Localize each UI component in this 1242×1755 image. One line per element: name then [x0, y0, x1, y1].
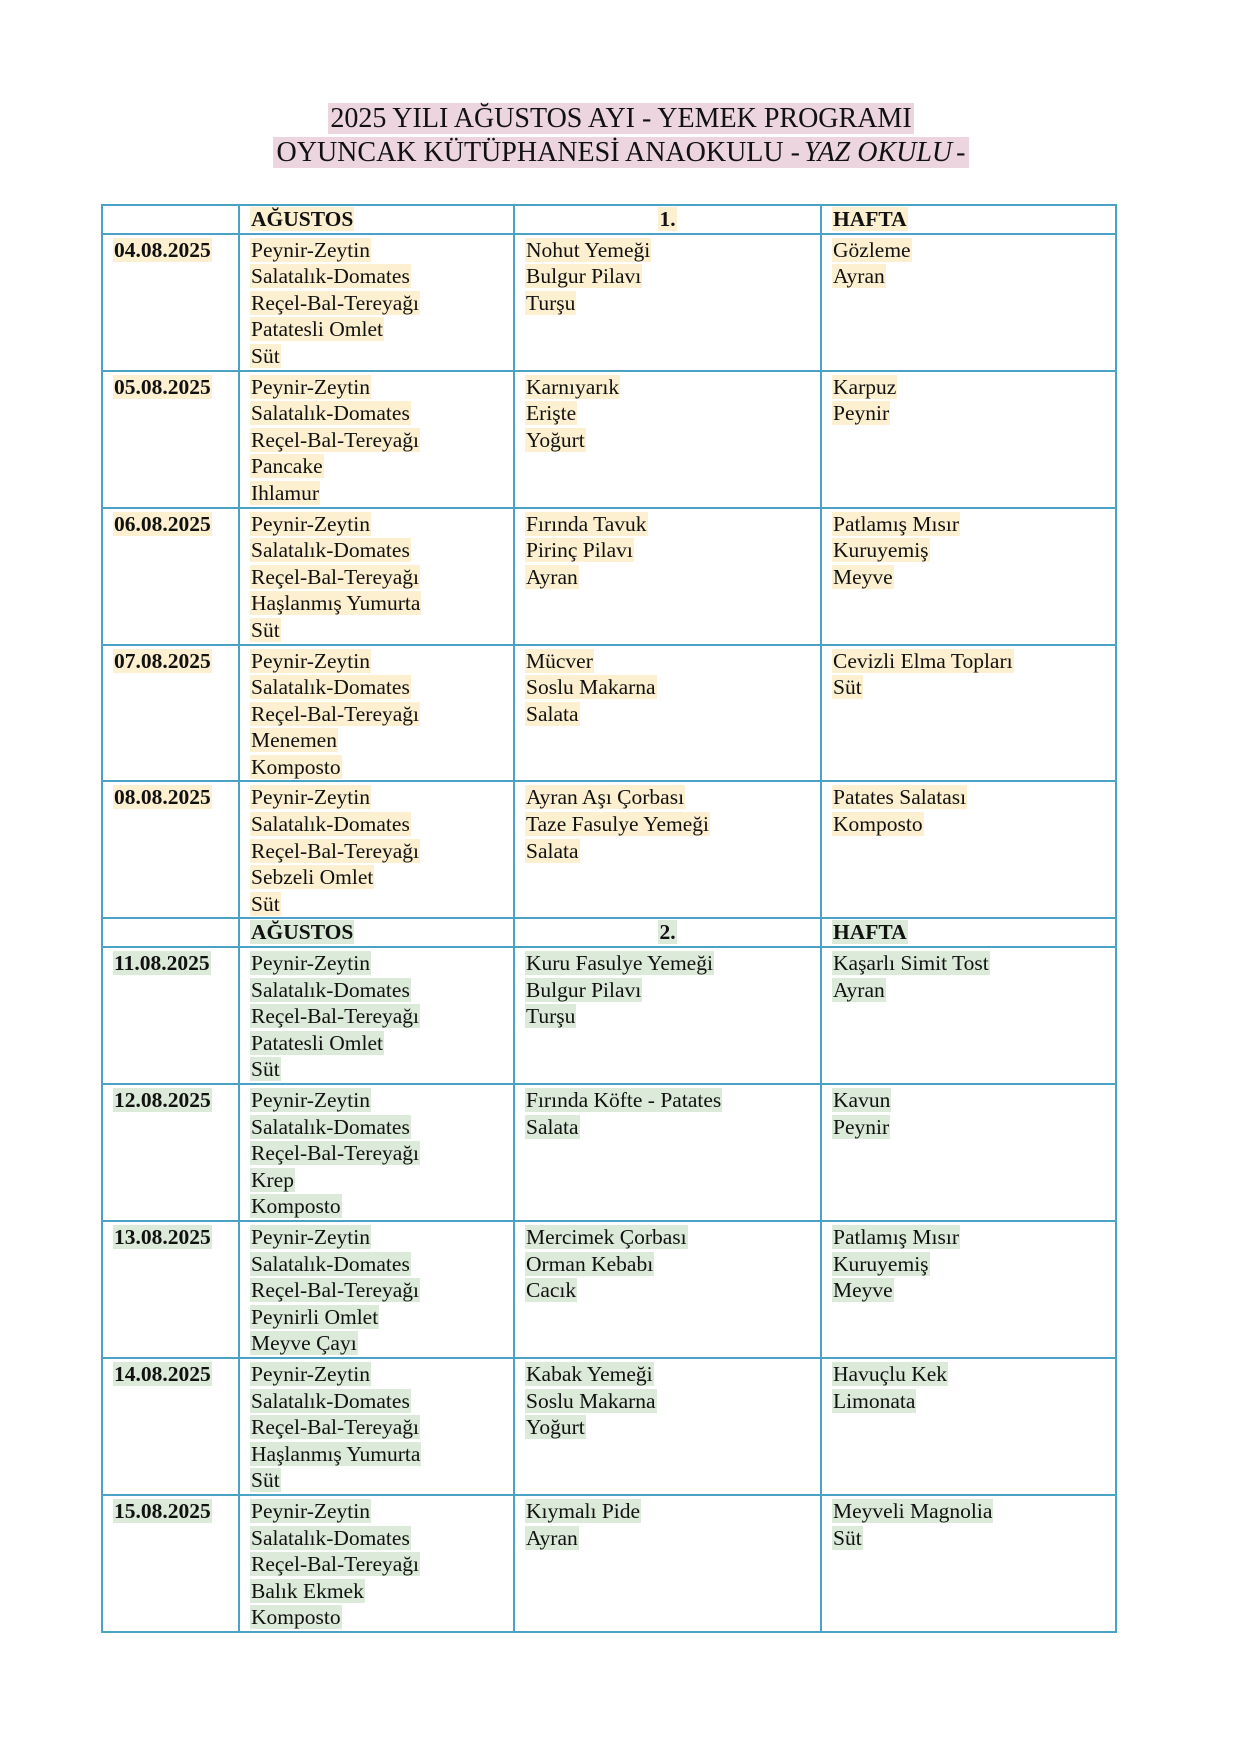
breakfast-item: [250, 1525, 503, 1552]
breakfast-item-text: Reçel-Bal-Tereyağı: [251, 1278, 420, 1303]
date-label: 05.08.2025: [114, 374, 211, 399]
lunch-item-text: Mercimek Çorbası: [526, 1224, 687, 1249]
snack-item-text: Meyve: [833, 1278, 893, 1303]
lunch-cell: [514, 1221, 821, 1358]
date-cell: [102, 1084, 239, 1221]
breakfast-item: [250, 1114, 503, 1141]
date-cell: [102, 234, 239, 371]
breakfast-item-text: Salatalık-Domates: [251, 812, 410, 837]
breakfast-item: [250, 838, 503, 865]
lunch-item: [525, 564, 810, 591]
date-label: 12.08.2025: [114, 1088, 211, 1112]
breakfast-item: [250, 1361, 503, 1388]
breakfast-item-text: Peynir-Zeytin: [251, 648, 370, 673]
breakfast-item: [250, 1087, 503, 1114]
week-header-row: [102, 205, 1116, 234]
week-header-month: [239, 918, 514, 947]
lunch-item: [525, 1388, 810, 1415]
snack-cell: [821, 781, 1116, 918]
breakfast-cell: [239, 645, 514, 782]
breakfast-item: [250, 400, 503, 427]
date-cell: [102, 371, 239, 508]
breakfast-item: [250, 511, 503, 538]
breakfast-item-text: Salatalık-Domates: [251, 401, 410, 426]
breakfast-item: [250, 1003, 503, 1030]
lunch-cell: [514, 371, 821, 508]
snack-item-text: Kaşarlı Simit Tost: [833, 951, 989, 976]
table-row: [102, 1495, 1116, 1632]
table-row: [102, 1084, 1116, 1221]
snack-item: [832, 564, 1105, 591]
snack-item-text: Patates Salatası: [833, 785, 967, 810]
breakfast-item: [250, 1467, 503, 1494]
week-header-label: [821, 205, 1116, 234]
breakfast-item: [250, 1498, 503, 1525]
breakfast-item: [250, 811, 503, 838]
lunch-item: [525, 1525, 810, 1552]
breakfast-item-text: Menemen: [251, 728, 337, 753]
breakfast-item: [250, 480, 503, 507]
lunch-item-text: Kıymalı Pide: [526, 1498, 641, 1523]
lunch-item: [525, 838, 810, 865]
week-header-number: [514, 918, 821, 947]
week-header-empty: [102, 205, 239, 234]
breakfast-item-text: Süt: [251, 617, 280, 642]
snack-item-text: Gözleme: [833, 237, 911, 262]
date-label: 14.08.2025: [114, 1361, 211, 1386]
breakfast-cell: [239, 947, 514, 1084]
lunch-item: [525, 1277, 810, 1304]
snack-item: [832, 374, 1105, 401]
snack-item-text: Patlamış Mısır: [833, 511, 960, 536]
snack-cell: [821, 1495, 1116, 1632]
breakfast-item: [250, 1304, 503, 1331]
date-label: 15.08.2025: [114, 1498, 211, 1523]
snack-item: [832, 1525, 1105, 1552]
lunch-item: [525, 674, 810, 701]
lunch-item: [525, 1414, 810, 1441]
week-month-label: AĞUSTOS: [251, 920, 354, 945]
snack-item: [832, 674, 1105, 701]
lunch-item-text: Nohut Yemeği: [526, 237, 651, 262]
breakfast-item-text: Patatesli Omlet: [251, 317, 383, 342]
breakfast-item-text: Reçel-Bal-Tereyağı: [251, 564, 420, 589]
lunch-cell: [514, 508, 821, 645]
breakfast-item: [250, 864, 503, 891]
date-cell: [102, 1221, 239, 1358]
date-label: 11.08.2025: [114, 951, 210, 976]
lunch-cell: [514, 947, 821, 1084]
breakfast-cell: [239, 1084, 514, 1221]
table-row: [102, 371, 1116, 508]
snack-item: [832, 1251, 1105, 1278]
snack-item-text: Kuruyemiş: [833, 1251, 929, 1276]
title-line-2-suffix: -: [956, 137, 966, 168]
breakfast-item: [250, 1578, 503, 1605]
lunch-item-text: Taze Fasulye Yemeği: [526, 812, 710, 837]
breakfast-item: [250, 537, 503, 564]
breakfast-item-text: Komposto: [251, 1194, 341, 1219]
lunch-item-text: Ayran Aşı Çorbası: [526, 785, 685, 810]
lunch-item: [525, 811, 810, 838]
lunch-item: [525, 1361, 810, 1388]
snack-item: [832, 811, 1105, 838]
breakfast-cell: [239, 234, 514, 371]
snack-item: [832, 950, 1105, 977]
breakfast-item: [250, 316, 503, 343]
week-header-month: [239, 205, 514, 234]
breakfast-item: [250, 374, 503, 401]
snack-item: [832, 263, 1105, 290]
lunch-item: [525, 1224, 810, 1251]
snack-cell: [821, 1221, 1116, 1358]
breakfast-item: [250, 1056, 503, 1083]
breakfast-item-text: Süt: [251, 891, 280, 916]
breakfast-item: [250, 564, 503, 591]
breakfast-item-text: Peynirli Omlet: [251, 1304, 379, 1329]
lunch-item: [525, 648, 810, 675]
snack-item-text: Kavun: [833, 1088, 891, 1112]
breakfast-item-text: Reçel-Bal-Tereyağı: [251, 1004, 420, 1029]
breakfast-item-text: Peynir-Zeytin: [251, 1224, 370, 1249]
breakfast-item: [250, 427, 503, 454]
lunch-item-text: Erişte: [526, 401, 577, 426]
snack-item: [832, 1361, 1105, 1388]
snack-item-text: Kuruyemiş: [833, 538, 929, 563]
breakfast-item: [250, 343, 503, 370]
breakfast-item-text: Salatalık-Domates: [251, 1114, 410, 1139]
snack-item-text: Peynir: [833, 1114, 890, 1139]
table-row: [102, 781, 1116, 918]
snack-item-text: Komposto: [833, 812, 923, 837]
lunch-item-text: Soslu Makarna: [526, 675, 656, 700]
snack-item-text: Peynir: [833, 401, 890, 426]
snack-item-text: Süt: [833, 1525, 862, 1550]
breakfast-item-text: Salatalık-Domates: [251, 977, 410, 1002]
breakfast-item-text: Reçel-Bal-Tereyağı: [251, 1141, 420, 1166]
snack-item-text: Patlamış Mısır: [833, 1224, 960, 1249]
snack-item-text: Limonata: [833, 1388, 916, 1413]
lunch-item-text: Mücver: [526, 648, 593, 673]
snack-item-text: Meyve: [833, 564, 893, 589]
breakfast-item: [250, 784, 503, 811]
breakfast-item: [250, 754, 503, 781]
date-label: 07.08.2025: [114, 648, 211, 673]
snack-item: [832, 237, 1105, 264]
breakfast-item: [250, 674, 503, 701]
title-line-2-italic: YAZ OKULU: [803, 137, 953, 168]
breakfast-item: [250, 1277, 503, 1304]
menu-table: [101, 204, 1117, 1633]
breakfast-item: [250, 1330, 503, 1357]
breakfast-item: [250, 590, 503, 617]
breakfast-item-text: Peynir-Zeytin: [251, 237, 370, 262]
lunch-item: [525, 1087, 810, 1114]
breakfast-item-text: Haşlanmış Yumurta: [251, 1441, 421, 1466]
snack-cell: [821, 508, 1116, 645]
breakfast-item-text: Süt: [251, 1057, 280, 1082]
breakfast-item-text: Krep: [251, 1167, 294, 1192]
breakfast-item: [250, 977, 503, 1004]
breakfast-cell: [239, 1358, 514, 1495]
week-number-label: 1.: [659, 207, 676, 231]
lunch-item-text: Orman Kebabı: [526, 1251, 654, 1276]
lunch-item: [525, 511, 810, 538]
snack-item: [832, 1224, 1105, 1251]
breakfast-item-text: Salatalık-Domates: [251, 264, 410, 289]
breakfast-item: [250, 1388, 503, 1415]
date-label: 04.08.2025: [114, 237, 211, 262]
week-header-label: [821, 918, 1116, 947]
breakfast-item-text: Patatesli Omlet: [251, 1030, 383, 1055]
breakfast-item-text: Balık Ekmek: [251, 1578, 364, 1603]
lunch-cell: [514, 1084, 821, 1221]
breakfast-item: [250, 1224, 503, 1251]
week-hafta-label: HAFTA: [833, 920, 907, 945]
lunch-item: [525, 1114, 810, 1141]
table-row: [102, 508, 1116, 645]
snack-item: [832, 1114, 1105, 1141]
breakfast-item: [250, 950, 503, 977]
snack-item: [832, 977, 1105, 1004]
breakfast-item-text: Reçel-Bal-Tereyağı: [251, 1552, 420, 1577]
breakfast-item-text: Salatalık-Domates: [251, 1388, 410, 1413]
lunch-item: [525, 537, 810, 564]
snack-item-text: Ayran: [833, 977, 885, 1002]
date-cell: [102, 1358, 239, 1495]
lunch-item-text: Karnıyarık: [526, 374, 620, 399]
lunch-item: [525, 400, 810, 427]
breakfast-item-text: Peynir-Zeytin: [251, 511, 370, 536]
lunch-item: [525, 237, 810, 264]
lunch-item: [525, 1003, 810, 1030]
date-cell: [102, 1495, 239, 1632]
breakfast-item: [250, 237, 503, 264]
breakfast-item-text: Süt: [251, 1468, 280, 1493]
breakfast-item: [250, 1604, 503, 1631]
breakfast-item-text: Peynir-Zeytin: [251, 951, 370, 976]
title-line-2-prefix: OYUNCAK KÜTÜPHANESİ ANAOKULU -: [276, 137, 800, 168]
snack-item: [832, 1087, 1105, 1114]
table-row: [102, 1221, 1116, 1358]
snack-item-text: Ayran: [833, 264, 885, 289]
lunch-item-text: Soslu Makarna: [526, 1388, 656, 1413]
breakfast-cell: [239, 781, 514, 918]
breakfast-item-text: Komposto: [251, 754, 341, 779]
lunch-item-text: Yoğurt: [526, 1415, 585, 1440]
lunch-item-text: Salata: [526, 1114, 579, 1139]
lunch-item: [525, 701, 810, 728]
snack-cell: [821, 947, 1116, 1084]
snack-item: [832, 1388, 1105, 1415]
lunch-cell: [514, 1358, 821, 1495]
table-row: [102, 645, 1116, 782]
snack-item-text: Meyveli Magnolia: [833, 1498, 993, 1523]
breakfast-item-text: Reçel-Bal-Tereyağı: [251, 701, 420, 726]
week-header-number: [514, 205, 821, 234]
snack-cell: [821, 371, 1116, 508]
breakfast-item-text: Peynir-Zeytin: [251, 1498, 370, 1523]
date-cell: [102, 781, 239, 918]
snack-item: [832, 648, 1105, 675]
lunch-item: [525, 374, 810, 401]
breakfast-item-text: Salatalık-Domates: [251, 675, 410, 700]
lunch-item-text: Bulgur Pilavı: [526, 977, 642, 1002]
breakfast-item-text: Peynir-Zeytin: [251, 374, 370, 399]
lunch-item: [525, 290, 810, 317]
snack-item-text: Cevizli Elma Topları: [833, 648, 1013, 673]
breakfast-item-text: Reçel-Bal-Tereyağı: [251, 290, 420, 315]
snack-cell: [821, 645, 1116, 782]
snack-item-text: Karpuz: [833, 374, 897, 399]
lunch-item: [525, 1498, 810, 1525]
breakfast-cell: [239, 1221, 514, 1358]
breakfast-item-text: Sebzeli Omlet: [251, 865, 374, 890]
breakfast-item-text: Salatalık-Domates: [251, 1525, 410, 1550]
snack-item-text: Havuçlu Kek: [833, 1361, 948, 1386]
snack-item: [832, 537, 1105, 564]
week-month-label: AĞUSTOS: [251, 207, 354, 231]
lunch-item: [525, 784, 810, 811]
table-row: [102, 947, 1116, 1084]
lunch-item-text: Turşu: [526, 290, 576, 315]
breakfast-item: [250, 727, 503, 754]
breakfast-item-text: Komposto: [251, 1605, 341, 1630]
breakfast-item-text: Reçel-Bal-Tereyağı: [251, 427, 420, 452]
breakfast-item-text: Ihlamur: [251, 480, 320, 505]
date-label: 13.08.2025: [114, 1224, 211, 1249]
breakfast-item-text: Peynir-Zeytin: [251, 1361, 370, 1386]
week-number-label: 2.: [659, 920, 676, 945]
breakfast-item: [250, 453, 503, 480]
lunch-item-text: Yoğurt: [526, 427, 585, 452]
breakfast-item-text: Meyve Çayı: [251, 1331, 357, 1356]
snack-item: [832, 784, 1105, 811]
table-row: [102, 1358, 1116, 1495]
date-label: 06.08.2025: [114, 511, 211, 536]
breakfast-item: [250, 1140, 503, 1167]
breakfast-item: [250, 1030, 503, 1057]
breakfast-item: [250, 648, 503, 675]
lunch-item-text: Fırında Köfte - Patates: [526, 1088, 722, 1112]
document-title: [0, 102, 1242, 170]
breakfast-item: [250, 1551, 503, 1578]
title-line-1: [0, 102, 1242, 136]
breakfast-item: [250, 1251, 503, 1278]
breakfast-item: [250, 290, 503, 317]
breakfast-cell: [239, 371, 514, 508]
breakfast-item-text: Reçel-Bal-Tereyağı: [251, 1415, 420, 1440]
breakfast-item-text: Peynir-Zeytin: [251, 785, 370, 810]
breakfast-cell: [239, 1495, 514, 1632]
lunch-item-text: Pirinç Pilavı: [526, 538, 633, 563]
lunch-item: [525, 263, 810, 290]
date-cell: [102, 947, 239, 1084]
breakfast-item: [250, 263, 503, 290]
breakfast-item-text: Salatalık-Domates: [251, 1251, 410, 1276]
title-line-2: [0, 136, 1242, 170]
snack-item: [832, 1277, 1105, 1304]
lunch-item-text: Kabak Yemeği: [526, 1361, 653, 1386]
menu-table-body: [102, 205, 1116, 1632]
snack-item: [832, 511, 1105, 538]
breakfast-item: [250, 1414, 503, 1441]
lunch-item: [525, 1251, 810, 1278]
breakfast-item: [250, 701, 503, 728]
week-hafta-label: HAFTA: [833, 207, 907, 231]
breakfast-item-text: Reçel-Bal-Tereyağı: [251, 838, 420, 863]
date-cell: [102, 645, 239, 782]
breakfast-item-text: Haşlanmış Yumurta: [251, 591, 421, 616]
snack-item-text: Süt: [833, 675, 862, 700]
lunch-cell: [514, 1495, 821, 1632]
snack-item: [832, 1498, 1105, 1525]
breakfast-item: [250, 1193, 503, 1220]
snack-cell: [821, 1084, 1116, 1221]
lunch-item-text: Turşu: [526, 1004, 576, 1029]
breakfast-item-text: Salatalık-Domates: [251, 538, 410, 563]
lunch-item-text: Ayran: [526, 1525, 578, 1550]
snack-cell: [821, 234, 1116, 371]
table-row: [102, 234, 1116, 371]
breakfast-item-text: Süt: [251, 343, 280, 368]
breakfast-item-text: Pancake: [251, 454, 323, 479]
breakfast-item-text: Peynir-Zeytin: [251, 1088, 370, 1112]
week-header-row: [102, 918, 1116, 947]
breakfast-cell: [239, 508, 514, 645]
lunch-item: [525, 977, 810, 1004]
date-label: 08.08.2025: [114, 785, 211, 810]
lunch-item-text: Bulgur Pilavı: [526, 264, 642, 289]
snack-item: [832, 400, 1105, 427]
lunch-item: [525, 427, 810, 454]
week-header-empty: [102, 918, 239, 947]
breakfast-item: [250, 1167, 503, 1194]
lunch-item-text: Salata: [526, 701, 579, 726]
lunch-item-text: Fırında Tavuk: [526, 511, 647, 536]
breakfast-item: [250, 617, 503, 644]
lunch-cell: [514, 234, 821, 371]
snack-cell: [821, 1358, 1116, 1495]
title-line-1-text: 2025 YILI AĞUSTOS AYI - YEMEK PROGRAMI: [330, 103, 912, 134]
lunch-item-text: Ayran: [526, 564, 578, 589]
lunch-item-text: Cacık: [526, 1278, 577, 1303]
breakfast-item: [250, 1441, 503, 1468]
lunch-cell: [514, 645, 821, 782]
breakfast-item: [250, 891, 503, 918]
lunch-cell: [514, 781, 821, 918]
date-cell: [102, 508, 239, 645]
lunch-item: [525, 950, 810, 977]
lunch-item-text: Salata: [526, 838, 579, 863]
lunch-item-text: Kuru Fasulye Yemeği: [526, 951, 713, 976]
